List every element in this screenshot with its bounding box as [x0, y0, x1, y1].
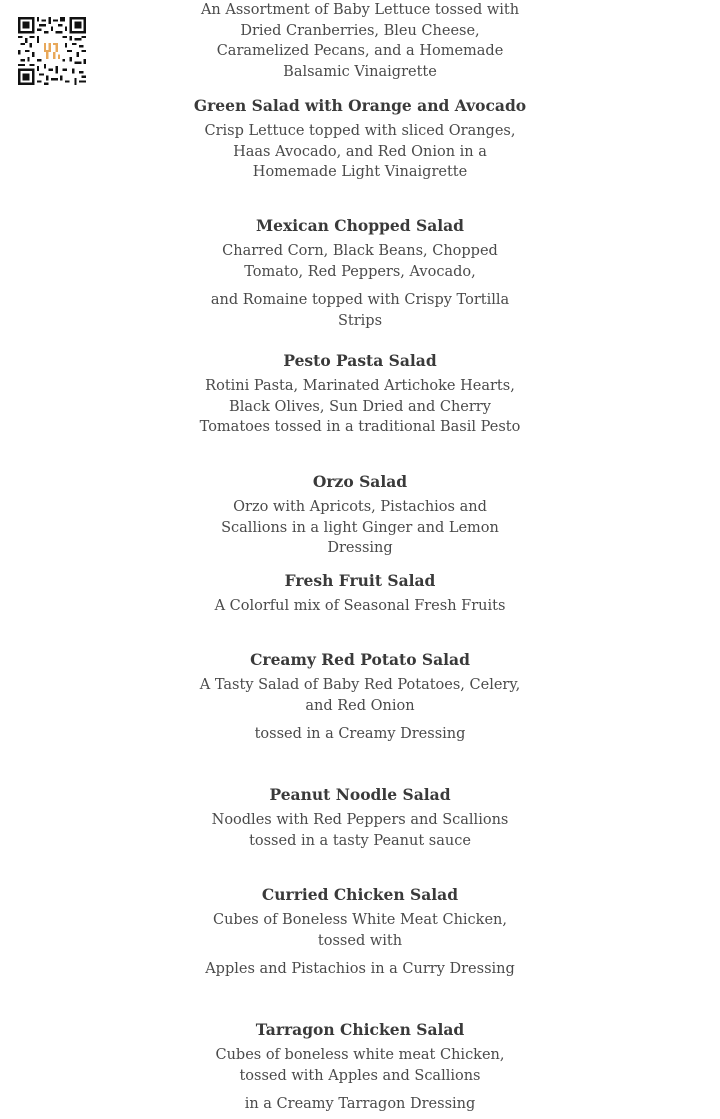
item-title: Tarragon Chicken Salad: [255, 1020, 465, 1039]
item-description: Crisp Lettuce topped with sliced Oranges, Haas Avocado, and Red Onion in a Homemade Light Vinaigrette: [204, 123, 516, 180]
menu-item-mixed-greens: [180, 0, 540, 82]
menu-item-tarragon-chicken-salad: [180, 1020, 540, 1115]
item-title: Creamy Red Potato Salad: [250, 650, 470, 669]
item-title: Fresh Fruit Salad: [284, 571, 436, 590]
item-description: Rotini Pasta, Marinated Artichoke Hearts, Black Olives, Sun Dried and Cherry Tomatoes tossed in a traditional Basil Pesto: [199, 378, 521, 435]
item-description: A Colorful mix of Seasonal Fresh Fruits: [214, 598, 506, 614]
qr-code-icon: [18, 17, 86, 85]
item-description-continued: in a Creamy Tarragon Dressing: [244, 1096, 476, 1112]
menu-item-orzo-salad: [180, 472, 540, 559]
item-title: Green Salad with Orange and Avocado: [193, 96, 527, 115]
item-title: Orzo Salad: [312, 472, 408, 491]
item-description: Noodles with Red Peppers and Scallions tossed in a tasty Peanut sauce: [211, 812, 509, 849]
item-title: Mexican Chopped Salad: [255, 216, 465, 235]
menu-item-creamy-red-potato-salad: [180, 650, 540, 745]
item-description: A Tasty Salad of Baby Red Potatoes, Celery, and Red Onion: [199, 677, 521, 714]
menu-item-pesto-pasta-salad: [180, 351, 540, 438]
menu-item-curried-chicken-salad: [180, 885, 540, 980]
item-description-continued: tossed in a Creamy Dressing: [254, 726, 466, 742]
item-description: An Assortment of Baby Lettuce tossed with Dried Cranberries, Bleu Cheese, Caramelized Pecans, and a Homemade Balsamic Vinaigrette: [200, 2, 520, 80]
menu-item-fresh-fruit-salad: [180, 571, 540, 617]
item-description: Charred Corn, Black Beans, Chopped Tomato, Red Peppers, Avocado,: [222, 243, 498, 280]
item-description: Orzo with Apricots, Pistachios and Scallions in a light Ginger and Lemon Dressing: [221, 499, 499, 556]
item-description-continued: Apples and Pistachios in a Curry Dressing: [205, 961, 515, 977]
menu-item-green-salad: [180, 96, 540, 183]
item-title: Peanut Noodle Salad: [269, 785, 451, 804]
item-title: Pesto Pasta Salad: [283, 351, 437, 370]
item-title: Curried Chicken Salad: [261, 885, 459, 904]
item-description: Cubes of boneless white meat Chicken, tossed with Apples and Scallions: [215, 1047, 505, 1084]
menu-item-mexican-chopped-salad: [180, 216, 540, 331]
item-description: Cubes of Boneless White Meat Chicken, tossed with: [213, 912, 507, 949]
menu-item-peanut-noodle-salad: [180, 785, 540, 851]
item-description-continued: and Romaine topped with Crispy Tortilla Strips: [210, 292, 510, 329]
